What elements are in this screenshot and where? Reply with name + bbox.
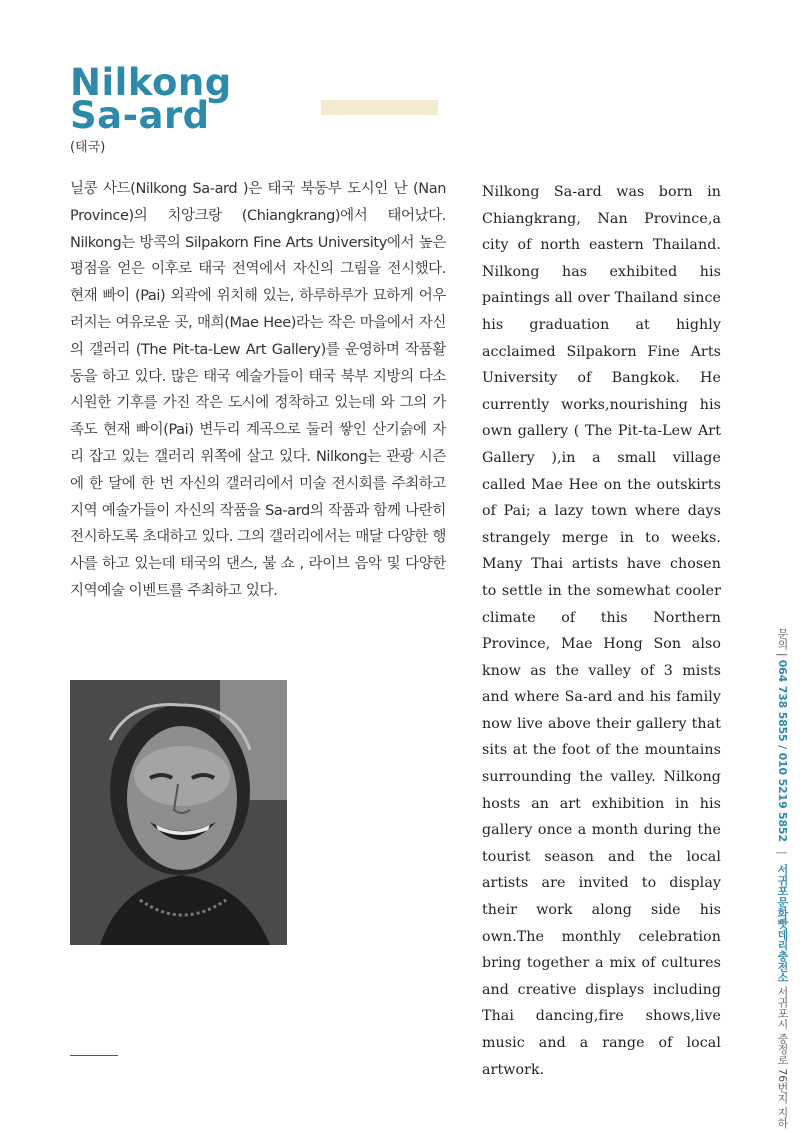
contact-divider: |	[776, 652, 789, 660]
korean-biography	[70, 176, 446, 605]
artist-name-title	[70, 61, 232, 137]
contact-phones: 064 738 5855 / 010 5219 5852	[776, 659, 789, 842]
footer-divider	[70, 1055, 118, 1056]
sidebar-separator: |	[776, 851, 789, 855]
country-subtitle: (태국)	[70, 140, 106, 155]
english-biography	[482, 179, 721, 1083]
title-line-1: Nilkong	[70, 61, 232, 104]
venue-name: 서귀포문화빳데리충전소	[776, 863, 789, 983]
artist-portrait-photo	[70, 680, 287, 945]
english-paragraph: Nilkong Sa-ard was born in Chiangkrang, Nan Province,a city of north eastern Thailand. Nilkong has exhibited his paintings all over Thailand since his graduation at highly acclaimed Silpakorn Fine Arts University of Bangkok. He currently works,nourishing his own gallery ( The Pit-ta-Lew Art Gallery ),in a small village called Mae Hee on the outskirts of Pai; a lazy town where days strangely merge in to weeks. Many Thai artists have chosen to settle in the somewhat cooler climate of this Northern Province, Mae Hong Son also know as the valley of 3 mists and where Sa-ard and his family now live above their gallery that sits at the foot of the mountains surrounding the valley. Nilkong hosts an art exhibition in his gallery once a month during the tourist season and the local artists are invited to display their work along side his own.The monthly celebration bring together a mix of cultures and creative displays including Thai dancing,fire shows,live music and a range of local artwork.	[482, 184, 721, 1078]
contact-label: 문의	[776, 628, 789, 650]
korean-paragraph: 닐콩 사드(Nilkong Sa-ard )은 태국 북동부 도시인 난 (Nan Province)의 치앙크랑 (Chiangkrang)에서 태어났다. Nilkong는 방콕의 Silpakorn Fine Arts University에서 높은 평점을 얻은 이후로 태국 전역에서 자신의 그림을 전시했다. 현재 빠이 (Pai) 외곽에 위치해 있는, 하루하루가 묘하게 어우러지는 여유로운 곳, 매희(Mae Hee)라는 작은 마을에서 자신의 갤러리 (The Pit-ta-Lew Art Gallery)를 운영하며 작품활동을 하고 있다. 많은 태국 예술가들이 태국 북부 지방의 다소 시원한 기후를 가진 작은 도시에 정착하고 있는데 와 그의 가족도 현재 빠이(Pai) 변두리 계곡으로 둘러 쌓인 산기슭에 자리 잡고 있는 갤러리 위쪽에 살고 있다. Nilkong는 관광 시즌에 한 달에 한 번 자신의 갤러리에서 미술 전시회를 주최하고 지역 예술가들이 자신의 작품을 Sa-ard의 작품과 함께 나란히 전시하도록 초대하고 있다. 그의 갤러리에서는 매달 다양한 행사를 하고 있는데 태국의 댄스, 불 쇼 , 라이브 음악 및 다양한 지역예술 이벤트를 주최하고 있다.	[70, 181, 446, 599]
portrait-illustration	[70, 680, 287, 945]
contact-sidebar	[774, 628, 790, 1128]
venue-address: 서귀포시 중정로 76번지 지하	[776, 986, 789, 1129]
decorative-bar	[321, 100, 438, 115]
title-line-2: Sa-ard	[70, 94, 210, 137]
